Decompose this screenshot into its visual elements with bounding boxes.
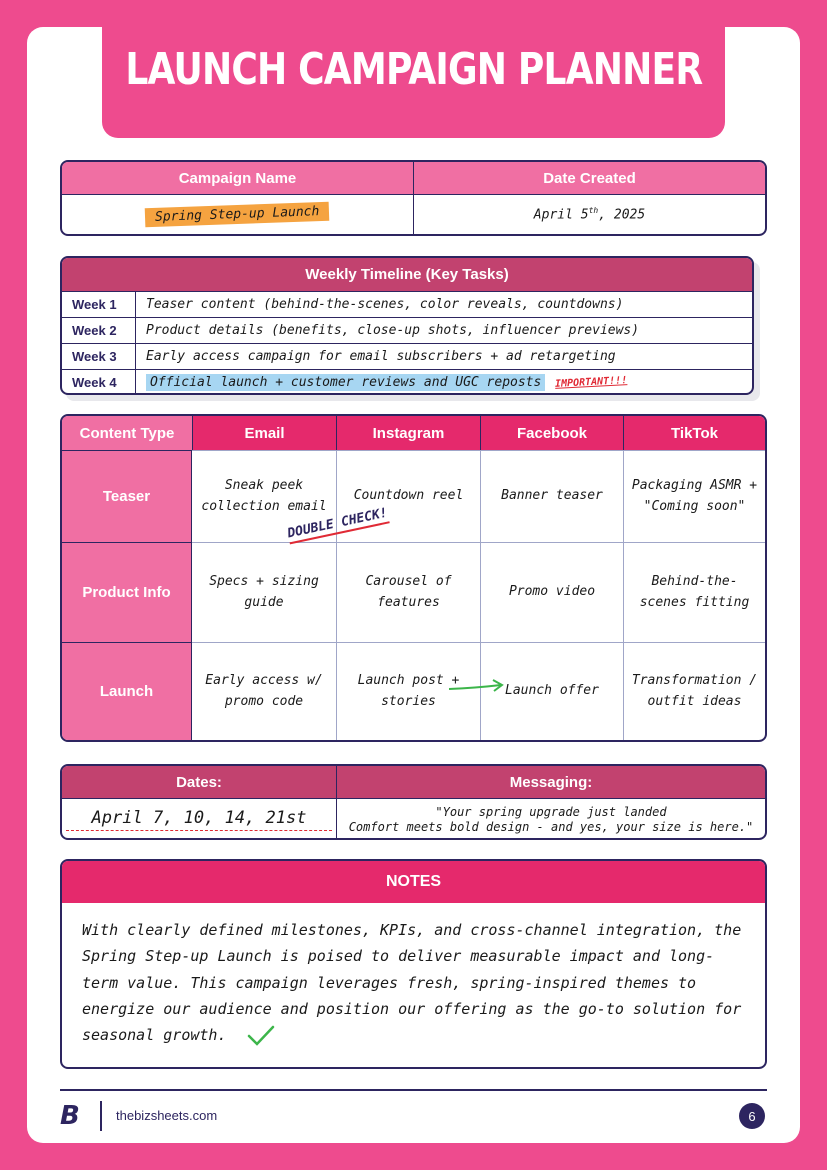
grid-header-facebook: Facebook bbox=[480, 416, 623, 450]
row-label-product-info: Product Info bbox=[62, 542, 192, 642]
grid-header-instagram: Instagram bbox=[336, 416, 480, 450]
week-task: Product details (benefits, close-up shots, influencer previews) bbox=[146, 323, 640, 338]
campaign-info-table bbox=[60, 160, 767, 236]
content-type-grid bbox=[60, 414, 767, 742]
footer-divider bbox=[60, 1089, 767, 1091]
row-label-launch: Launch bbox=[62, 642, 192, 740]
page-title: LAUNCH CAMPAIGN PLANNER bbox=[125, 43, 703, 95]
double-check-annotation: DOUBLE CHECK! bbox=[286, 506, 389, 545]
website-link[interactable]: thebizsheets.com bbox=[116, 1108, 218, 1123]
row-label-teaser: Teaser bbox=[62, 450, 192, 542]
grid-cell: Banner teaser bbox=[480, 450, 623, 542]
week-task-cell bbox=[136, 370, 752, 395]
week-label: Week 1 bbox=[62, 292, 136, 317]
messaging-value: "Your spring upgrade just landed Comfort meets bold design - and yes, your size is here." bbox=[348, 804, 754, 834]
dates-messaging-table bbox=[60, 764, 767, 840]
table-row bbox=[62, 369, 752, 395]
grid-cell: Transformation / outfit ideas bbox=[623, 642, 765, 740]
table-row bbox=[62, 317, 752, 343]
week-task: Teaser content (behind-the-scenes, color reveals, countdowns) bbox=[146, 297, 624, 312]
grid-cell: Carousel of features bbox=[336, 542, 480, 642]
grid-header-email: Email bbox=[192, 416, 336, 450]
grid-cell: Launch post + stories bbox=[336, 642, 480, 740]
week-label: Week 3 bbox=[62, 344, 136, 369]
weekly-timeline-table bbox=[60, 256, 754, 395]
date-created-value: April 5th, 2025 bbox=[533, 206, 646, 223]
date-created-header: Date Created bbox=[413, 162, 765, 194]
grid-cell: Sneak peek collection email bbox=[192, 450, 336, 542]
grid-cell: Countdown reel bbox=[336, 450, 480, 542]
grid-header-content-type: Content Type bbox=[62, 416, 192, 450]
grid-cell: Launch offer bbox=[480, 642, 623, 740]
table-row bbox=[62, 343, 752, 369]
brand-logo: B bbox=[60, 1101, 80, 1131]
grid-cell: Behind-the-scenes fitting bbox=[623, 542, 765, 642]
notes-header: NOTES bbox=[62, 861, 765, 903]
grid-cell: Promo video bbox=[480, 542, 623, 642]
dates-header: Dates: bbox=[176, 773, 222, 791]
table-row bbox=[62, 291, 752, 317]
messaging-header: Messaging: bbox=[336, 766, 765, 798]
footer-separator bbox=[100, 1101, 102, 1131]
week-task-highlighted: Official launch + customer reviews and UGC reposts bbox=[146, 374, 545, 391]
week-label: Week 2 bbox=[62, 318, 136, 343]
campaign-name-header: Campaign Name bbox=[178, 169, 297, 187]
grid-cell: Early access w/ promo code bbox=[192, 642, 336, 740]
grid-header-tiktok: TikTok bbox=[623, 416, 765, 450]
campaign-name-value: Spring Step-up Launch bbox=[145, 202, 330, 227]
timeline-header: Weekly Timeline (Key Tasks) bbox=[62, 258, 752, 291]
title-banner bbox=[102, 0, 725, 138]
grid-cell: Packaging ASMR + "Coming soon" bbox=[623, 450, 765, 542]
grid-cell: Specs + sizing guide bbox=[192, 542, 336, 642]
notes-body: With clearly defined milestones, KPIs, and cross-channel integration, the Spring Step-up Launch is poised to deliver measurable impact and long-term value. This campaign leverages fresh, spring-inspired themes to energize our audience and position our offering as the go-to solution for seasonal growth. bbox=[62, 903, 765, 1062]
week-task: Early access campaign for email subscribers + ad retargeting bbox=[146, 349, 616, 364]
important-annotation: IMPORTANT!!! bbox=[555, 375, 628, 390]
dates-value: April 7, 10, 14, 21st bbox=[66, 808, 333, 831]
arrow-right-icon bbox=[447, 679, 507, 695]
page-number-badge: 6 bbox=[739, 1103, 765, 1129]
week-label: Week 4 bbox=[62, 370, 136, 395]
notes-section bbox=[60, 859, 767, 1069]
checkmark-icon bbox=[246, 1024, 276, 1048]
